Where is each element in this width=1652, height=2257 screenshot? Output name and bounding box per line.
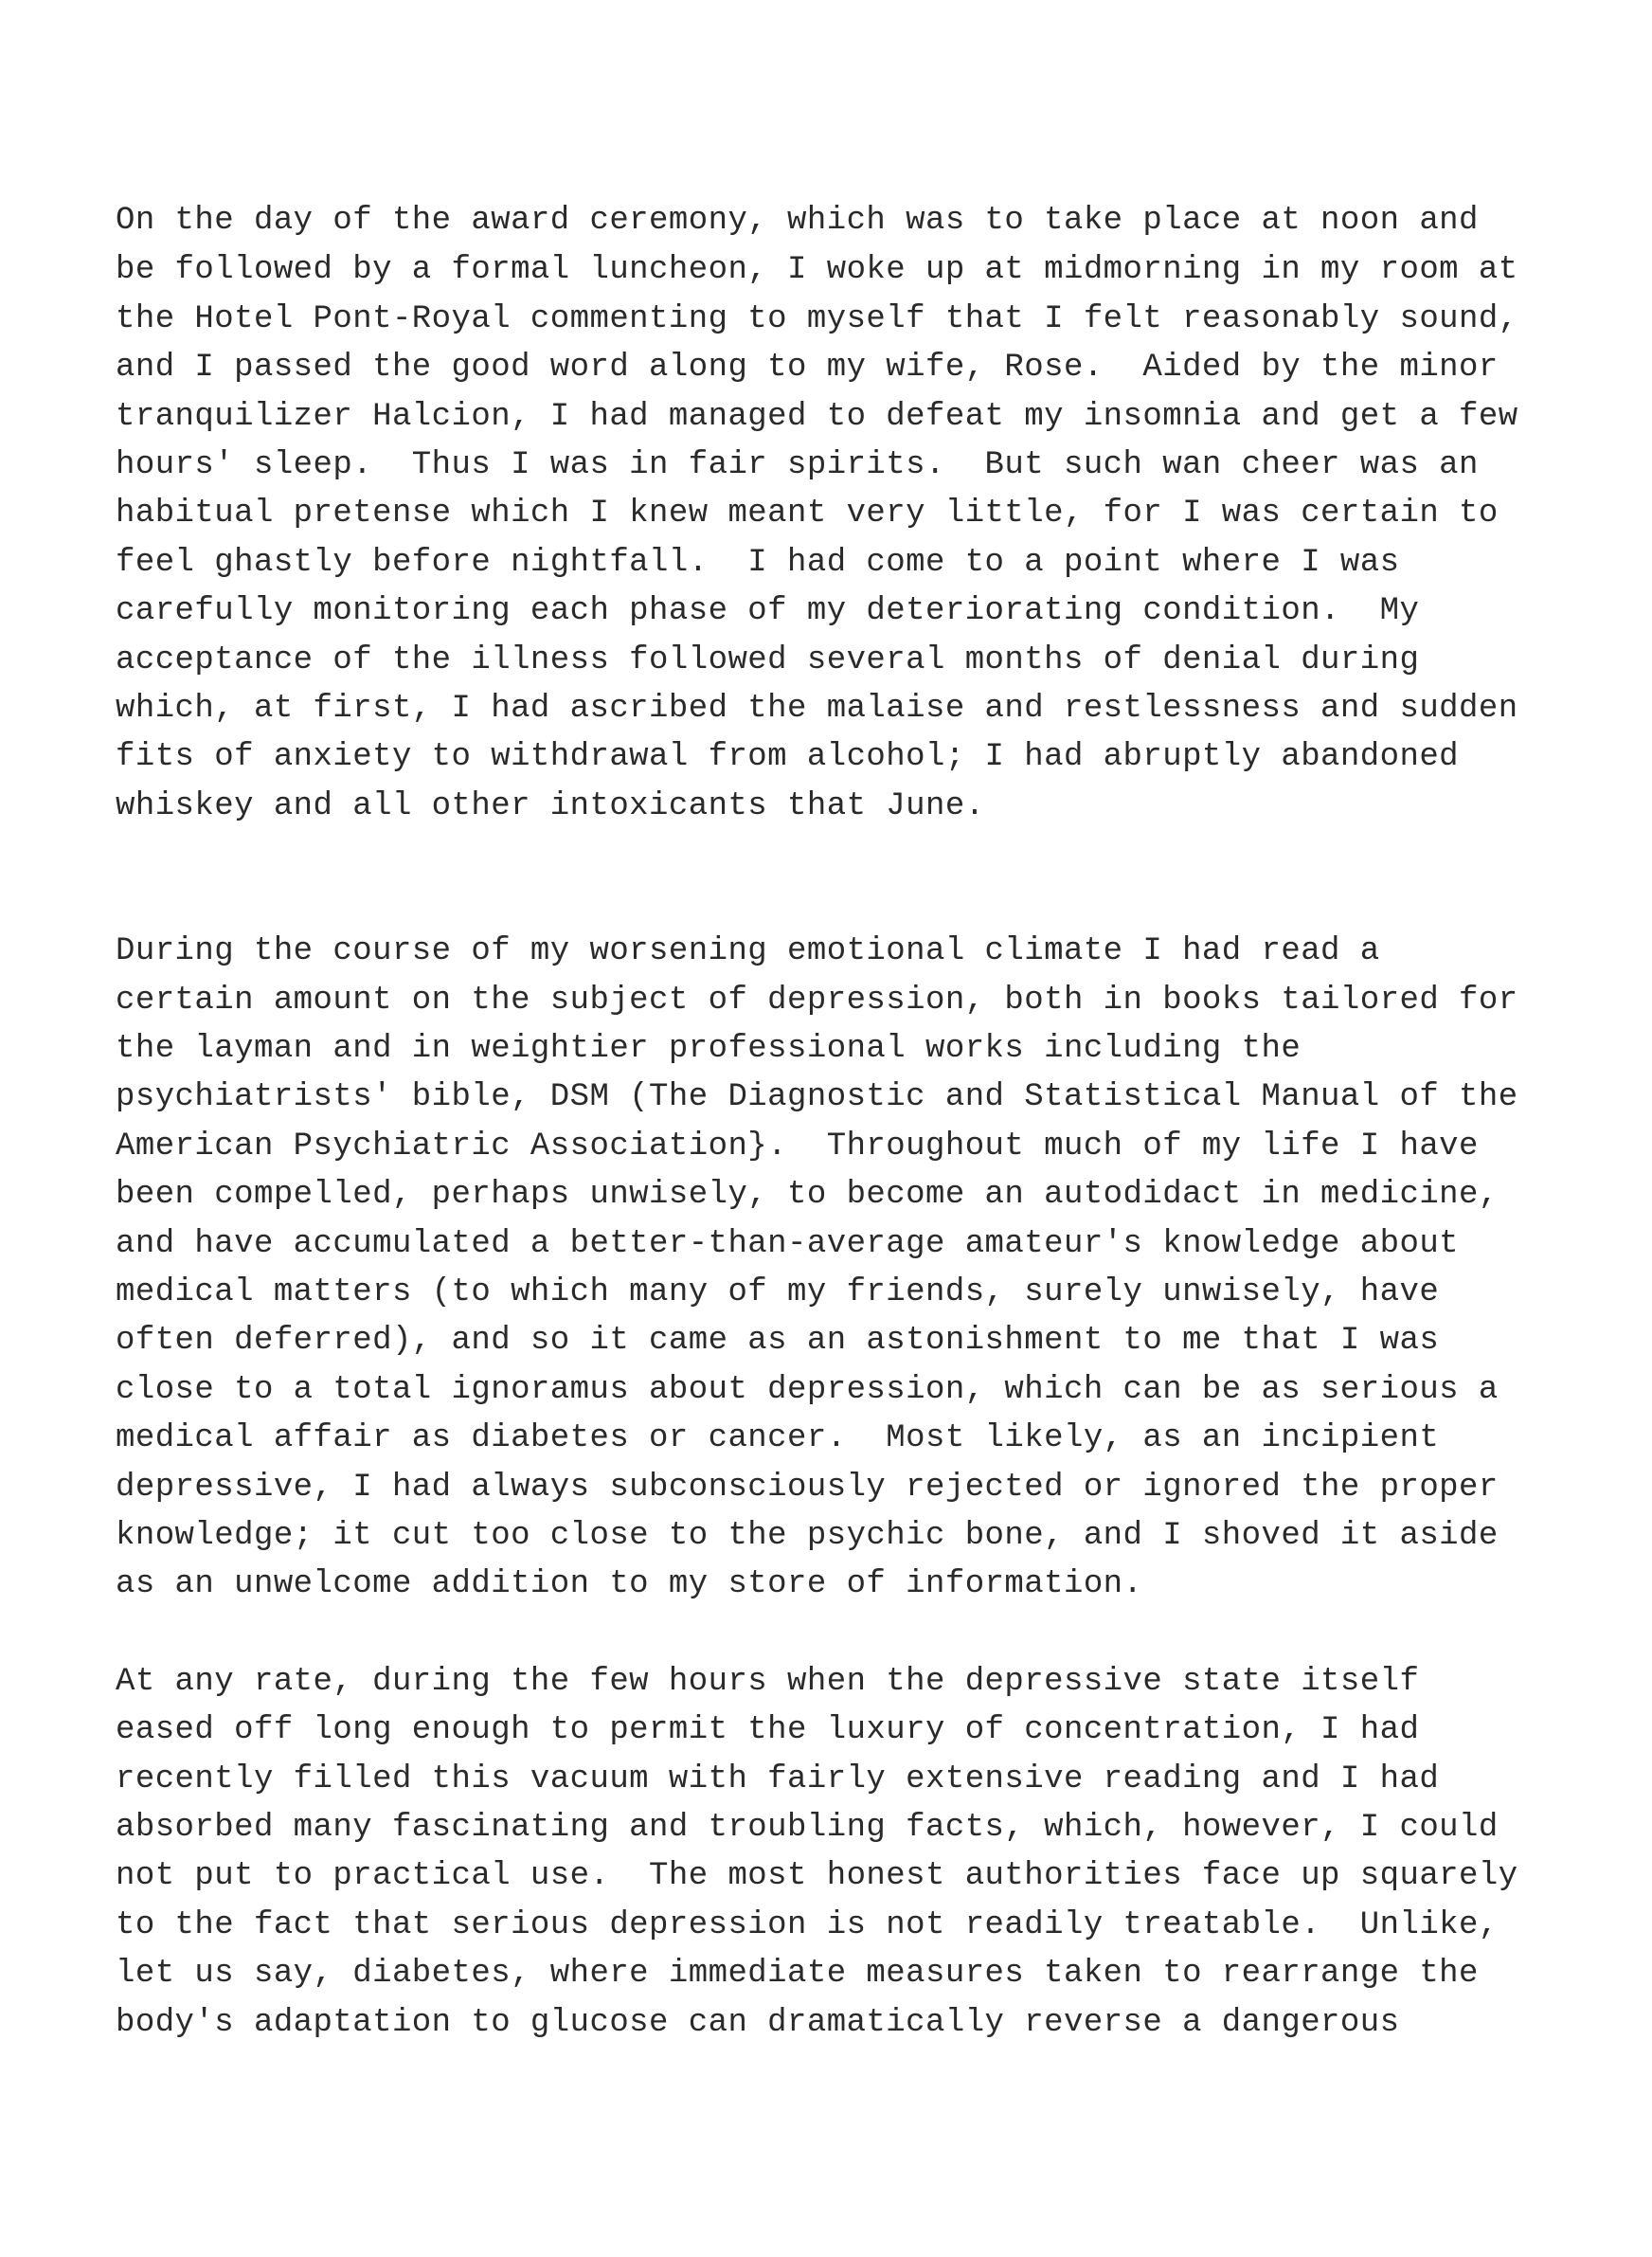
text-line: often deferred), and so it came as an astonishment to me that I was — [116, 1323, 1440, 1359]
text-line: carefully monitoring each phase of my deteriorating condition. My — [116, 593, 1420, 629]
text-line: psychiatrists' bible, DSM (The Diagnostic and Statistical Manual of the — [116, 1079, 1518, 1115]
text-line: American Psychiatric Association}. Throughout much of my life I have — [116, 1128, 1479, 1165]
text-line: whiskey and all other intoxicants that June. — [116, 788, 985, 824]
text-line: let us say, diabetes, where immediate measures taken to rearrange the — [116, 1956, 1479, 1992]
text-line: hours' sleep. Thus I was in fair spirits. But such wan cheer was an — [116, 447, 1479, 483]
text-line: fits of anxiety to withdrawal from alcohol; I had abruptly abandoned — [116, 739, 1460, 775]
text-line: depressive, I had always subconsciously rejected or ignored the proper — [116, 1470, 1499, 1506]
text-line: medical affair as diabetes or cancer. Most likely, as an incipient — [116, 1420, 1440, 1456]
text-line: certain amount on the subject of depression, both in books tailored for — [116, 983, 1518, 1019]
text-line: the layman and in weightier professional works including the — [116, 1031, 1302, 1067]
text-line: to the fact that serious depression is not readily treatable. Unlike, — [116, 1907, 1499, 1943]
text-line: and I passed the good word along to my wife, Rose. Aided by the minor — [116, 350, 1499, 386]
text-line: not put to practical use. The most honest authorities face up squarely — [116, 1858, 1518, 1894]
text-line: body's adaptation to glucose can dramatically reverse a dangerous — [116, 2005, 1400, 2041]
text-line: On the day of the award ceremony, which was to take place at noon and — [116, 203, 1479, 239]
text-line: eased off long enough to permit the luxury of concentration, I had — [116, 1712, 1420, 1748]
text-line: During the course of my worsening emotional climate I had read a — [116, 933, 1380, 969]
text-line: acceptance of the illness followed several months of denial during — [116, 642, 1420, 678]
text-line: tranquilizer Halcion, I had managed to defeat my insomnia and get a few — [116, 399, 1518, 435]
text-line: medical matters (to which many of my friends, surely unwisely, have — [116, 1274, 1440, 1310]
text-line: knowledge; it cut too close to the psychic bone, and I shoved it aside — [116, 1518, 1499, 1554]
text-line: recently filled this vacuum with fairly extensive reading and I had — [116, 1761, 1440, 1797]
text-line: be followed by a formal luncheon, I woke up at midmorning in my room at — [116, 252, 1518, 288]
text-line: close to a total ignoramus about depression, which can be as serious a — [116, 1372, 1499, 1408]
text-line: absorbed many fascinating and troubling facts, which, however, I could — [116, 1810, 1499, 1846]
text-line: the Hotel Pont-Royal commenting to myself that I felt reasonably sound, — [116, 301, 1518, 337]
text-line: At any rate, during the few hours when the depressive state itself — [116, 1664, 1420, 1700]
text-line: which, at first, I had ascribed the malaise and restlessness and sudden — [116, 691, 1518, 727]
text-line: and have accumulated a better-than-average amateur's knowledge about — [116, 1226, 1460, 1262]
text-line: habitual pretense which I knew meant very little, for I was certain to — [116, 496, 1499, 532]
text-line: been compelled, perhaps unwisely, to become an autodidact in medicine, — [116, 1177, 1499, 1213]
text-line: feel ghastly before nightfall. I had come to a point where I was — [116, 545, 1400, 581]
text-line: as an unwelcome addition to my store of information. — [116, 1566, 1143, 1602]
